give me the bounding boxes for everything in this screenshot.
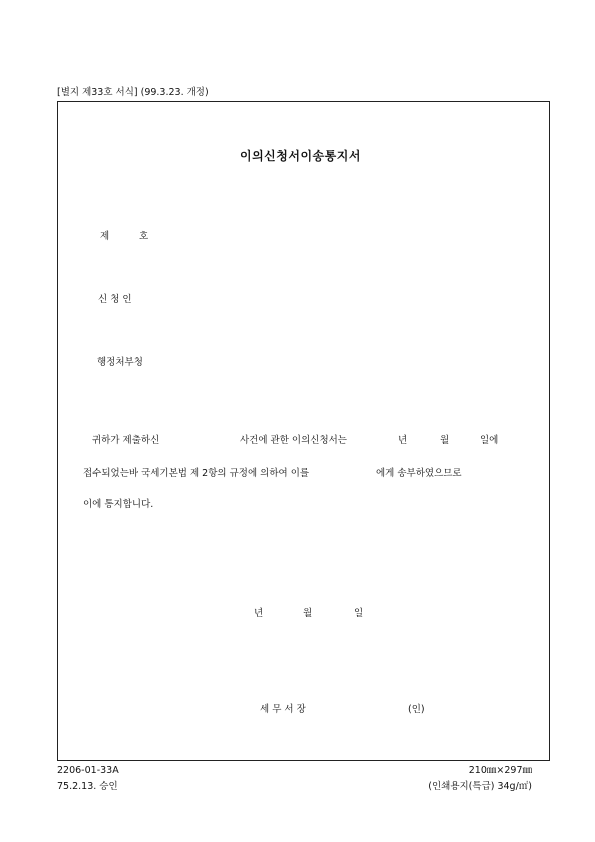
notice-received-text: 접수되었는바 국세기본법 제 2항의 규정에 의하여 이를 [83, 468, 310, 479]
disposition-office-label: 행정처부청 [97, 357, 143, 368]
approval-date: 75.2.13. 승인 [57, 781, 118, 792]
notice-submitted-text: 귀하가 제출하신 [92, 435, 160, 446]
notice-month-label: 월 [440, 435, 450, 446]
date-day-label: 일 [354, 608, 364, 619]
document-title: 이의신청서이송통지서 [240, 149, 361, 163]
date-year-label: 년 [254, 608, 264, 619]
number-label-prefix: 제 [100, 231, 110, 242]
form-code: 2206-01-33A [57, 765, 119, 776]
notice-day-label: 일에 [480, 435, 499, 446]
notice-year-label: 년 [398, 435, 408, 446]
date-month-label: 월 [303, 608, 313, 619]
seal-label: (인) [408, 704, 425, 715]
tax-office-head-label: 세 무 서 장 [260, 704, 306, 715]
form-number-header: [별지 제33호 서식] (99.3.23. 개정) [57, 87, 209, 98]
notice-forwarded-text: 에게 송부하였으므로 [376, 468, 462, 479]
form-frame [57, 101, 550, 761]
notice-case-text: 사건에 관한 이의신청서는 [240, 435, 347, 446]
notice-closing-text: 이에 통지합니다. [83, 499, 154, 510]
applicant-label: 신 청 인 [98, 294, 132, 305]
number-label-suffix: 호 [139, 231, 149, 242]
paper-spec: (인쇄용지(특급) 34g/㎡) [428, 781, 532, 792]
paper-size: 210㎜×297㎜ [468, 765, 532, 776]
